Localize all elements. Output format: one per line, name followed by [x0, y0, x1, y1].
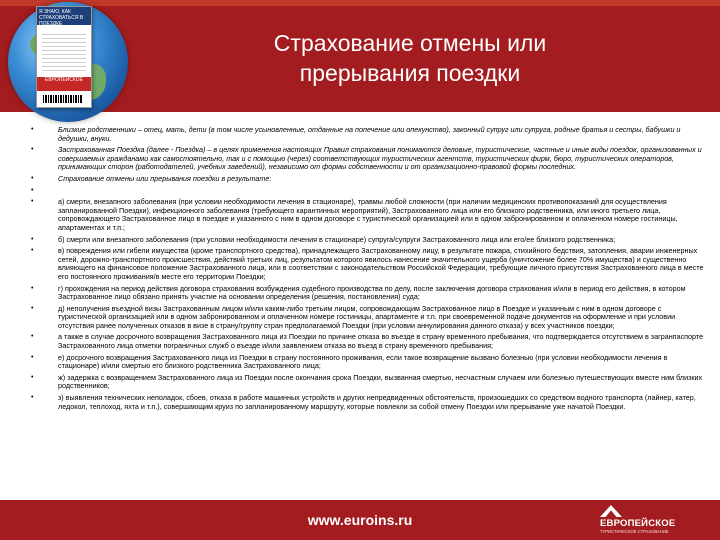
- bullet-icon: •: [31, 333, 34, 341]
- list-item-text: ж) задержка с возвращением Застрахованного лица из Поездки после окончания срока Поездки, вызванная смертью, несчастным случаем или болезнью путешествующих вместе ним близких родственников;: [58, 372, 703, 391]
- list-item-text: д) неполучения въездной визы Застрахованным лицом и/или каким-либо третьим лицом, сопровождающим Застрахованное лицо в Поездке и указанным с ним в одном договоре с туристической организацией или в одном забронированном и оплаченном номере гостиницы, апартаменте и т.п. при своевременной подаче документов на оформление и при условии отсутствия ранее полученных отказов в визе в страну/группу стран предполагаемой Поездки (при условии аннулирования данного отказа) у всех участников поездки;: [58, 303, 676, 330]
- list-item: [26, 175, 706, 184]
- logo-name: ЕВРОПЕЙСКОЕ: [600, 518, 676, 529]
- slide-title-line1: Страхование отмены или: [273, 30, 547, 56]
- bullet-icon: •: [31, 235, 34, 243]
- booklet-text-lines: [42, 31, 86, 71]
- list-item-text: з) выявления технических неполадок, сбоев, отказа в работе машинных устройств и других непредвиденных обстоятельств, произошедших со средством водного транспорта (лайнер, катер, ледокол, теплоход, яхта и т.п.), совершающим круиз по запланированному маршруту, которые повлекли за собой отмену Поездки или прерывание уже начатой Поездки.: [58, 393, 696, 411]
- list-item-text: Близкие родственники – отец, мать, дети (в том числе усыновленные, отданные на попечение или опекунство), законный супруг или супруга, родные братья и сестры, бабушки и дедушки, внуки.: [58, 125, 681, 143]
- list-item-text: Застрахованная Поездка (далее - Поездка) – в целях применения настоящих Правил страхования понимаются деловые, туристические, частные и иные виды поездок, организованных и совершаемых гражданами как самостоятельно, так и с помощью (через) соответствующих туристических агентств, туристических фирм, бюро, туристических операторов, принимающих сторон (работодателей, учебных заведений), независимо от формы собственности и от организационно-правовой формы последних.: [58, 145, 702, 172]
- bullet-icon: •: [31, 373, 34, 381]
- bullet-icon: •: [31, 284, 34, 292]
- header-stripe: [0, 0, 720, 6]
- list-item-text: а также в случае досрочного возвращения Застрахованного лица из Поездки по причине отказа во въезде в страну временного пребывания, что подтверждается отсутствием в загранпаспорте Застрахованного лица отметки пограничных служб о въезде и/или заявлением отказа во въезд в страну временного пребывания;: [58, 332, 704, 351]
- list-item-text: а) смерти, внезапного заболевания (при условии необходимости лечения в стационаре), травмы любой сложности (при наличии медицинских противопоказаний для осуществления запланированной Поездки), инфекционного заболевания (требующего карантинных мероприятий), Застрахованного лица или его близкого родственника, или иного третьего лица, сопровождающего Застрахованное лицо в поездке и указанного с ним в одном договоре с туристической организацией или в одном забронированном и оплаченном номере гостиницы, апартаментах и т.п.;: [58, 197, 678, 232]
- list-item: [26, 354, 706, 371]
- list-item: [26, 394, 706, 411]
- booklet-band: Я ЗНАЮ, КАК СТРАХОВАТЬСЯ В ПОЕЗДКЕ: [37, 7, 91, 25]
- website-link[interactable]: www.euroins.ru: [307, 512, 413, 528]
- list-item: [26, 126, 706, 143]
- list-item: [26, 198, 706, 232]
- barcode-icon: [43, 95, 83, 103]
- list-item-text: г) прохождения на период действия договора страхования возбуждения судебного производства по делу, после заключения договора страхования и/или в период его действия, в котором Застрахованное лицо обязано принять участие на основании определения (решения, постановления) суда;: [58, 283, 686, 302]
- bullet-icon: •: [31, 146, 34, 154]
- list-item-text: б) смерти или внезапного заболевания (при условии необходимости лечения в стационаре) супруга/супруги Застрахованного лица или его/ее близкого родственника;: [58, 234, 616, 244]
- insurance-booklet-image: [36, 6, 92, 108]
- company-logo: [596, 500, 716, 540]
- list-item: [26, 374, 706, 391]
- logo-subtitle: ТУРИСТИЧЕСКОЕ СТРАХОВАНИЕ: [600, 529, 669, 534]
- list-item: [26, 146, 706, 172]
- list-item-text: е) досрочного возвращения Застрахованного лица из Поездки в страну постоянного проживания, если такое возвращение вызвано болезнью (при условии необходимости лечения в стационаре) и/или смертью его близкого родственника Застрахованного лица;: [58, 352, 668, 371]
- bullet-icon: •: [31, 186, 34, 194]
- list-item: [26, 236, 706, 245]
- bullet-icon: •: [31, 126, 34, 133]
- list-item: [26, 305, 706, 331]
- list-item: [26, 285, 706, 302]
- bullet-icon: •: [31, 247, 34, 255]
- list-item: [26, 247, 706, 281]
- list-item-text: в) повреждения или гибели имущества (кроме транспортного средства), принадлежащего Застрахованному лицу, в результате пожара, стихийного бедствия, затопления, аварии инженерных сетей, дорожно-транспортного происшествия, действий третьих лиц, результатом которого явилось нанесение значительного ущерба (уничтожение более 70% имущества) и существенно влияющего на финансовое положение Застрахованного лица, или в соответствии с законодательством Российской Федерации, требующие личного присутствия Застрахованного лица в месте его постоянного проживания/в месте его территории Поездки;: [58, 246, 704, 281]
- booklet-brand: ЕВРОПЕЙСКОЕ: [37, 77, 91, 91]
- bullet-icon: •: [31, 174, 34, 182]
- bullet-icon: •: [31, 198, 34, 206]
- bullet-icon: •: [31, 394, 34, 402]
- bullet-list: [26, 126, 706, 411]
- bullet-icon: •: [31, 304, 34, 312]
- list-item-text: Страхование отмены или прерывания поездки в результате:: [58, 173, 272, 183]
- list-item: [26, 333, 706, 350]
- logo-mark-icon: [600, 505, 622, 517]
- slide-title: [150, 28, 670, 88]
- slide-title-line2: прерывания поездки: [299, 60, 521, 86]
- bullet-icon: •: [31, 353, 34, 361]
- list-item: [26, 187, 706, 196]
